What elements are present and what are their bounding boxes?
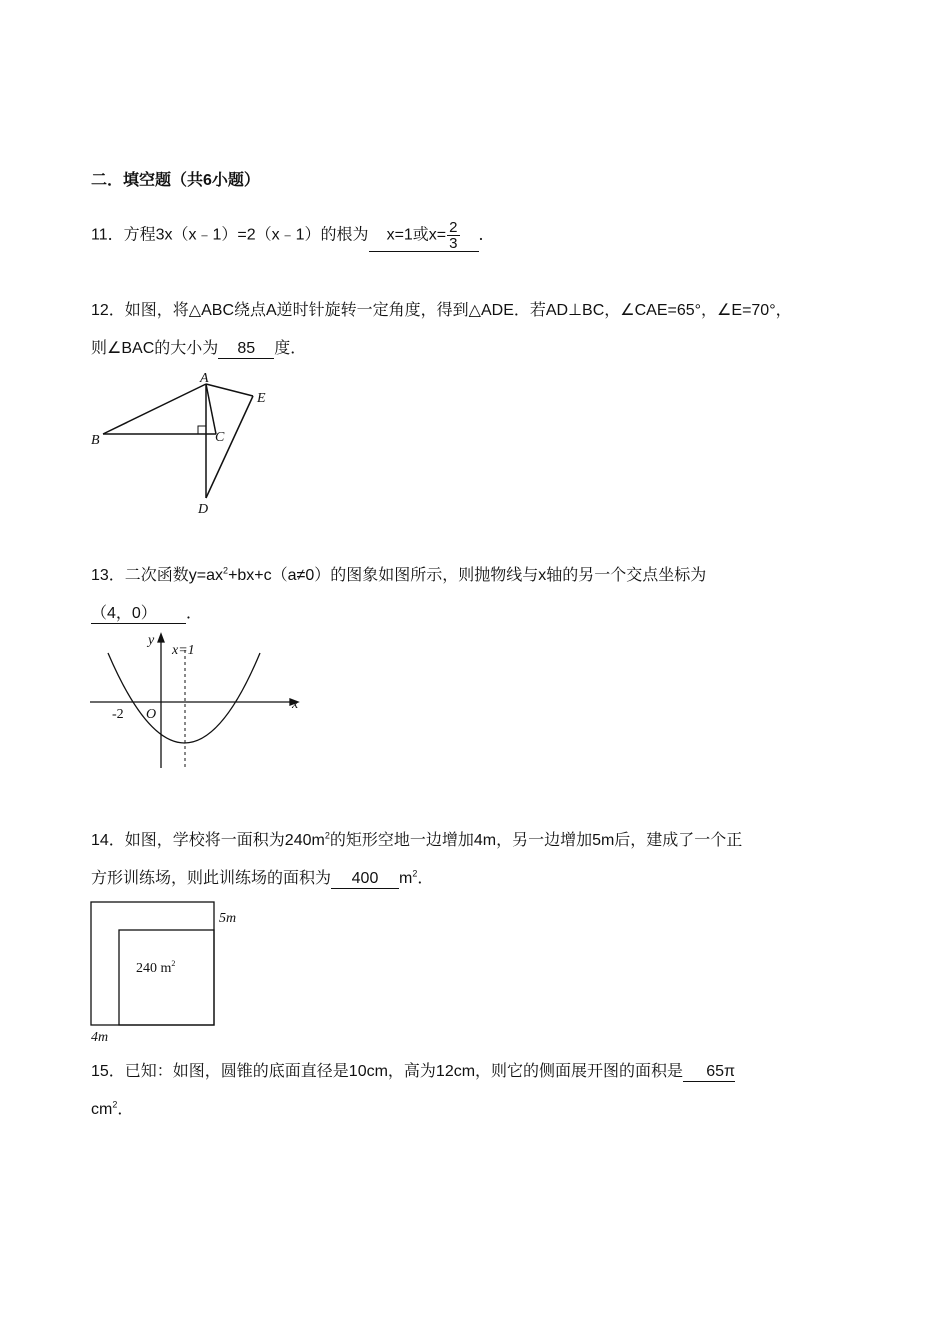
q15-unit-sup: 2 bbox=[112, 1099, 118, 1110]
segment-ac bbox=[206, 384, 216, 434]
q14-unit-sup: 2 bbox=[412, 868, 418, 879]
q13-answer: （4，0） bbox=[91, 605, 186, 624]
q14-text-c: 方形训练场，则此训练场的面积为 bbox=[91, 870, 332, 887]
q14-text-a: 14．如图，学校将一面积为240m bbox=[91, 832, 325, 849]
q11-text: 11．方程3x（x﹣1）=2（x﹣1）的根为 bbox=[91, 226, 369, 244]
q14-suffix: ． bbox=[417, 870, 434, 887]
q12-triangle-figure bbox=[88, 368, 288, 518]
right-angle-mark bbox=[198, 426, 206, 434]
q13-sup: 2 bbox=[223, 565, 229, 576]
question-12-line2 bbox=[91, 338, 306, 360]
top-label: 5m bbox=[219, 911, 237, 926]
q14-unit: m bbox=[399, 870, 413, 887]
question-11 bbox=[91, 220, 495, 252]
label-d: D bbox=[198, 502, 209, 517]
q12-answer: 85 bbox=[218, 340, 274, 359]
inner-rectangle bbox=[119, 930, 214, 1025]
origin-label: O bbox=[146, 707, 157, 722]
q12-text: 则∠BAC的大小为 bbox=[91, 340, 219, 357]
question-14-line2 bbox=[91, 868, 433, 890]
segment-ba bbox=[103, 384, 206, 434]
label-e: E bbox=[257, 391, 266, 406]
question-13-line1 bbox=[91, 565, 706, 587]
q12-suffix: 度． bbox=[274, 340, 307, 357]
q11-frac-den: 3 bbox=[449, 235, 458, 252]
y-arrow bbox=[158, 634, 164, 642]
q14-square-figure bbox=[88, 898, 258, 1048]
segment-ae bbox=[206, 384, 253, 396]
segment-de bbox=[206, 396, 253, 498]
q11-suffix: ． bbox=[478, 226, 495, 244]
q14-answer: 400 bbox=[331, 870, 399, 889]
label-c: C bbox=[215, 430, 225, 445]
q13-parabola-figure bbox=[88, 628, 308, 778]
q15-suffix: ． bbox=[117, 1101, 134, 1118]
left-label: 4m bbox=[91, 1030, 109, 1045]
q13-suffix: ． bbox=[186, 605, 203, 622]
question-12-line1: 12．如图，将△ABC绕点A逆时针旋转一定角度，得到△ADE．若AD⊥BC，∠CAE=65°，∠E=70°， bbox=[91, 302, 792, 319]
q15-text: 15．已知：如图，圆锥的底面直径是10cm，高为12cm，则它的侧面展开图的面积是 bbox=[91, 1063, 684, 1080]
axis-label: x=1 bbox=[172, 643, 195, 658]
q13-text-a: 13．二次函数y=ax bbox=[91, 567, 224, 584]
q14-text-b: 的矩形空地一边增加4m，另一边增加5m后，建成了一个正 bbox=[329, 832, 743, 849]
label-a: A bbox=[200, 371, 209, 386]
q11-fraction bbox=[447, 220, 459, 251]
parabola-curve bbox=[108, 653, 260, 743]
neg-label: -2 bbox=[112, 707, 124, 722]
section-title: 二．填空题（共6小题） bbox=[91, 172, 260, 189]
q15-answer: 65π bbox=[683, 1063, 735, 1082]
question-15-line2 bbox=[91, 1099, 133, 1121]
label-b: B bbox=[91, 433, 100, 448]
q11-frac-num: 2 bbox=[449, 219, 458, 236]
q13-text-b: +bx+c（a≠0）的图象如图所示，则抛物线与x轴的另一个交点坐标为 bbox=[228, 567, 707, 584]
q15-unit: cm bbox=[91, 1101, 113, 1118]
question-15-line1 bbox=[91, 1061, 735, 1083]
q11-answer: x=1或x= bbox=[386, 226, 447, 244]
x-label: x bbox=[292, 697, 299, 712]
question-13-line2 bbox=[91, 603, 202, 625]
q14-sup: 2 bbox=[324, 830, 330, 841]
q11-answer-blank bbox=[369, 220, 479, 252]
area-label: 240 $m^2$ bbox=[136, 959, 176, 976]
question-14-line1 bbox=[91, 830, 742, 852]
y-label: y bbox=[148, 633, 155, 648]
